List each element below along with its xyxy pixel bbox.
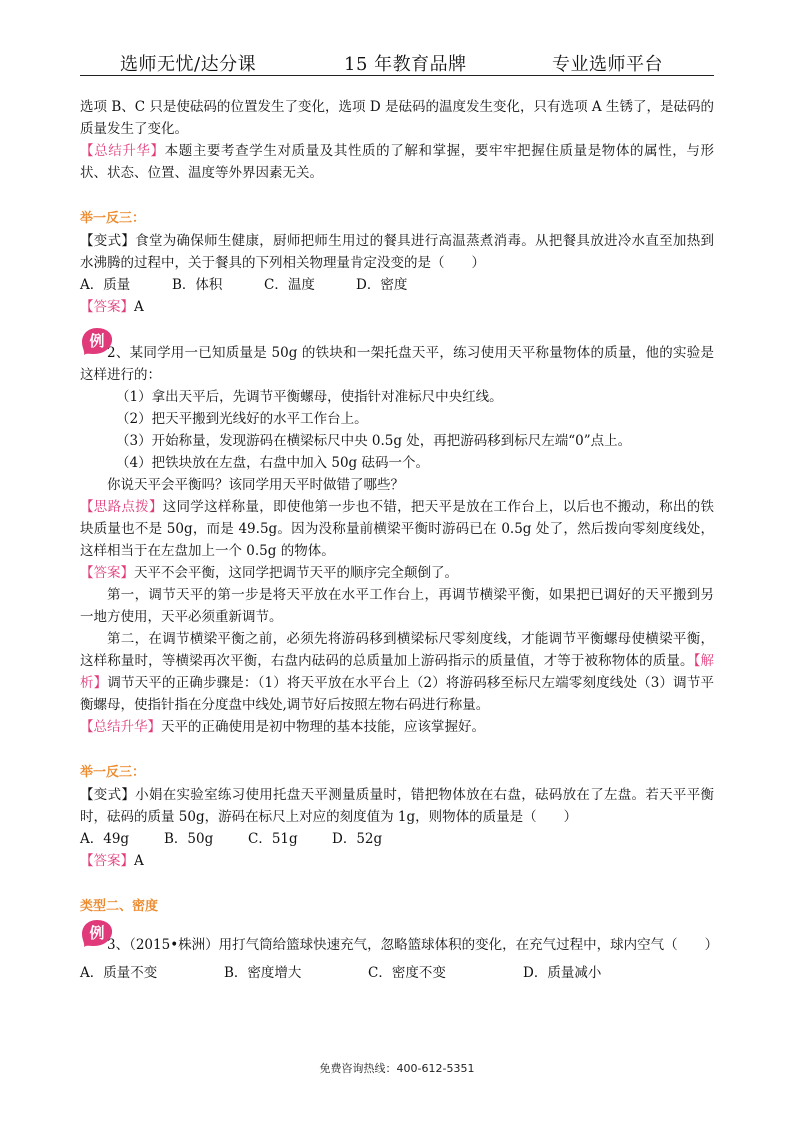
- option-b: B．体积: [172, 277, 223, 293]
- summary-tag: 【总结升华】: [80, 143, 165, 159]
- badge-text: 例: [89, 332, 105, 350]
- para2-text: 第二，在调节横梁平衡之前，必须先将游码移到横梁标尺零刻度线，才能调节平衡螺母使横梁平衡，这样称量时，等横梁再次平衡，右盘内砝码的总质量加上游码指示的质量值，才等于被称物体的质量。: [80, 631, 714, 669]
- option-d: D．密度: [356, 277, 408, 293]
- answer-text: 天平不会平衡，这同学把调节天平的顺序完全颠倒了。: [134, 565, 458, 581]
- option-c: C．密度不变: [368, 965, 446, 981]
- badge-text: 例: [89, 924, 105, 942]
- summary-text: 本题主要考查学生对质量及其性质的了解和掌握，要牢牢把握住质量是物体的属性，与形状、状态、位置、温度等外界因素无关。: [80, 143, 715, 181]
- practice1-options: [80, 274, 714, 296]
- header-slogan: 15 年教育品牌: [344, 54, 467, 75]
- option-a: A．质量: [80, 277, 131, 293]
- practice2-heading: 举一反三：: [80, 765, 146, 780]
- answer-value: A: [134, 299, 144, 315]
- page-header: [80, 50, 714, 76]
- variant-text: 小娟在实验室练习使用托盘天平测量质量时，错把物体放在右盘，砝码放在了左盘。若天平平衡时，砝码的质量 50g，游码在标尺上对应的刻度值为 1g，则物体的质量是（ ）: [80, 787, 714, 825]
- answer-tag: 【答案】: [80, 853, 134, 869]
- example-3: [80, 924, 719, 956]
- example-badge-icon: [80, 918, 114, 948]
- example2-question: 2、某同学用一已知质量是 50g 的铁块和一架托盘天平，练习使用天平称量物体的质量，他的实验是这样进行的：: [80, 345, 714, 383]
- summary-text: 天平的正确使用是初中物理的基本技能，应该掌握好。: [161, 719, 485, 735]
- option-d: D．质量减小: [523, 965, 602, 981]
- practice2-options: [80, 828, 714, 850]
- header-brand: 选师无忧/达分课: [120, 54, 257, 75]
- example3-options: [80, 962, 714, 984]
- document-body: [80, 96, 719, 984]
- analysis-text: 调节天平的正确步骤是：（1）将天平放在水平台上（2）将游码移至标尺左端零刻度线处（3）调节平衡螺母，使指针指在分度盘中线处,调节好后按照左物右码进行称量。: [80, 675, 714, 713]
- example2-step-1: （1）拿出天平后，先调节平衡螺母，使指针对准标尺中央红线。: [116, 389, 503, 405]
- answer-tag: 【答案】: [80, 565, 134, 581]
- example3-question: 3、（2015•株洲）用打气筒给篮球快速充气，忽略篮球体积的变化，在充气过程中，球内空气（ ）: [107, 937, 719, 953]
- footer-hotline: 免费咨询热线：400-612-5351: [319, 1062, 475, 1075]
- example2-para2: [80, 628, 714, 716]
- example2-summary: [80, 716, 714, 738]
- option-b: B．50g: [164, 831, 214, 847]
- option-d: D．52g: [332, 831, 383, 847]
- example-2: [80, 332, 714, 386]
- hint-text: 这同学这样称量，即使他第一步也不错，把天平是放在工作台上，以后也不搬动，称出的铁块质量也不是 50g，而是 49.5g。因为没称量前横梁平衡时游码已在 0.5g 处了，然后拨向零刻度线处，这样相当于在左盘加上一个 0.5g 的物体。: [80, 499, 714, 559]
- example-badge-icon: [80, 326, 114, 356]
- type2-heading: 类型二、密度: [80, 899, 159, 914]
- option-a: A．质量不变: [80, 965, 158, 981]
- option-c: C．51g: [248, 831, 298, 847]
- practice1-heading: 举一反三：: [80, 211, 146, 226]
- practice1-variant: [80, 230, 714, 274]
- variant-tag: 【变式】: [80, 787, 136, 803]
- intro-summary: [80, 140, 714, 184]
- answer-tag: 【答案】: [80, 299, 134, 315]
- variant-tag: 【变式】: [80, 233, 136, 249]
- intro-text: 选项 B、C 只是使砝码的位置发生了变化，选项 D 是砝码的温度发生变化，只有选项 A 生锈了，是砝码的质量发生了变化。: [80, 99, 714, 137]
- header-platform: 专业选师平台: [552, 54, 663, 75]
- variant-text: 食堂为确保师生健康，厨师把师生用过的餐具进行高温蒸煮消毒。从把餐具放进冷水直至加热到水沸腾的过程中，关于餐具的下列相关物理量肯定没变的是（ ）: [80, 233, 714, 271]
- example2-step-3: （3）开始称量，发现游码在横梁标尺中央 0.5g 处，再把游码移到标尺左端“0”点上。: [116, 433, 632, 449]
- option-a: A．49g: [80, 831, 130, 847]
- analysis-tag: 【解析】: [80, 653, 715, 691]
- example2-step-4: （4）把铁块放在左盘，右盘中加入 50g 砝码一个。: [116, 455, 429, 471]
- practice1-answer: [80, 296, 714, 318]
- example2-hint: [80, 496, 714, 562]
- example2-answer: [80, 562, 714, 584]
- option-b: B．密度增大: [224, 965, 302, 981]
- example2-ask: 你说天平会平衡吗？该同学用天平时做错了哪些？: [107, 477, 404, 493]
- summary-tag: 【总结升华】: [80, 719, 161, 735]
- intro-paragraph: [80, 96, 714, 140]
- practice2-variant: [80, 784, 714, 828]
- example2-step-2: （2）把天平搬到光线好的水平工作台上。: [116, 411, 368, 427]
- hint-tag: 【思路点拨】: [80, 499, 163, 515]
- practice2-answer: [80, 850, 714, 872]
- example2-para1: 第一，调节天平的第一步是将天平放在水平工作台上，再调节横梁平衡，如果把已调好的天平搬到另一地方使用，天平必须重新调节。: [80, 587, 714, 625]
- option-c: C．温度: [264, 277, 315, 293]
- answer-value: A: [134, 853, 144, 869]
